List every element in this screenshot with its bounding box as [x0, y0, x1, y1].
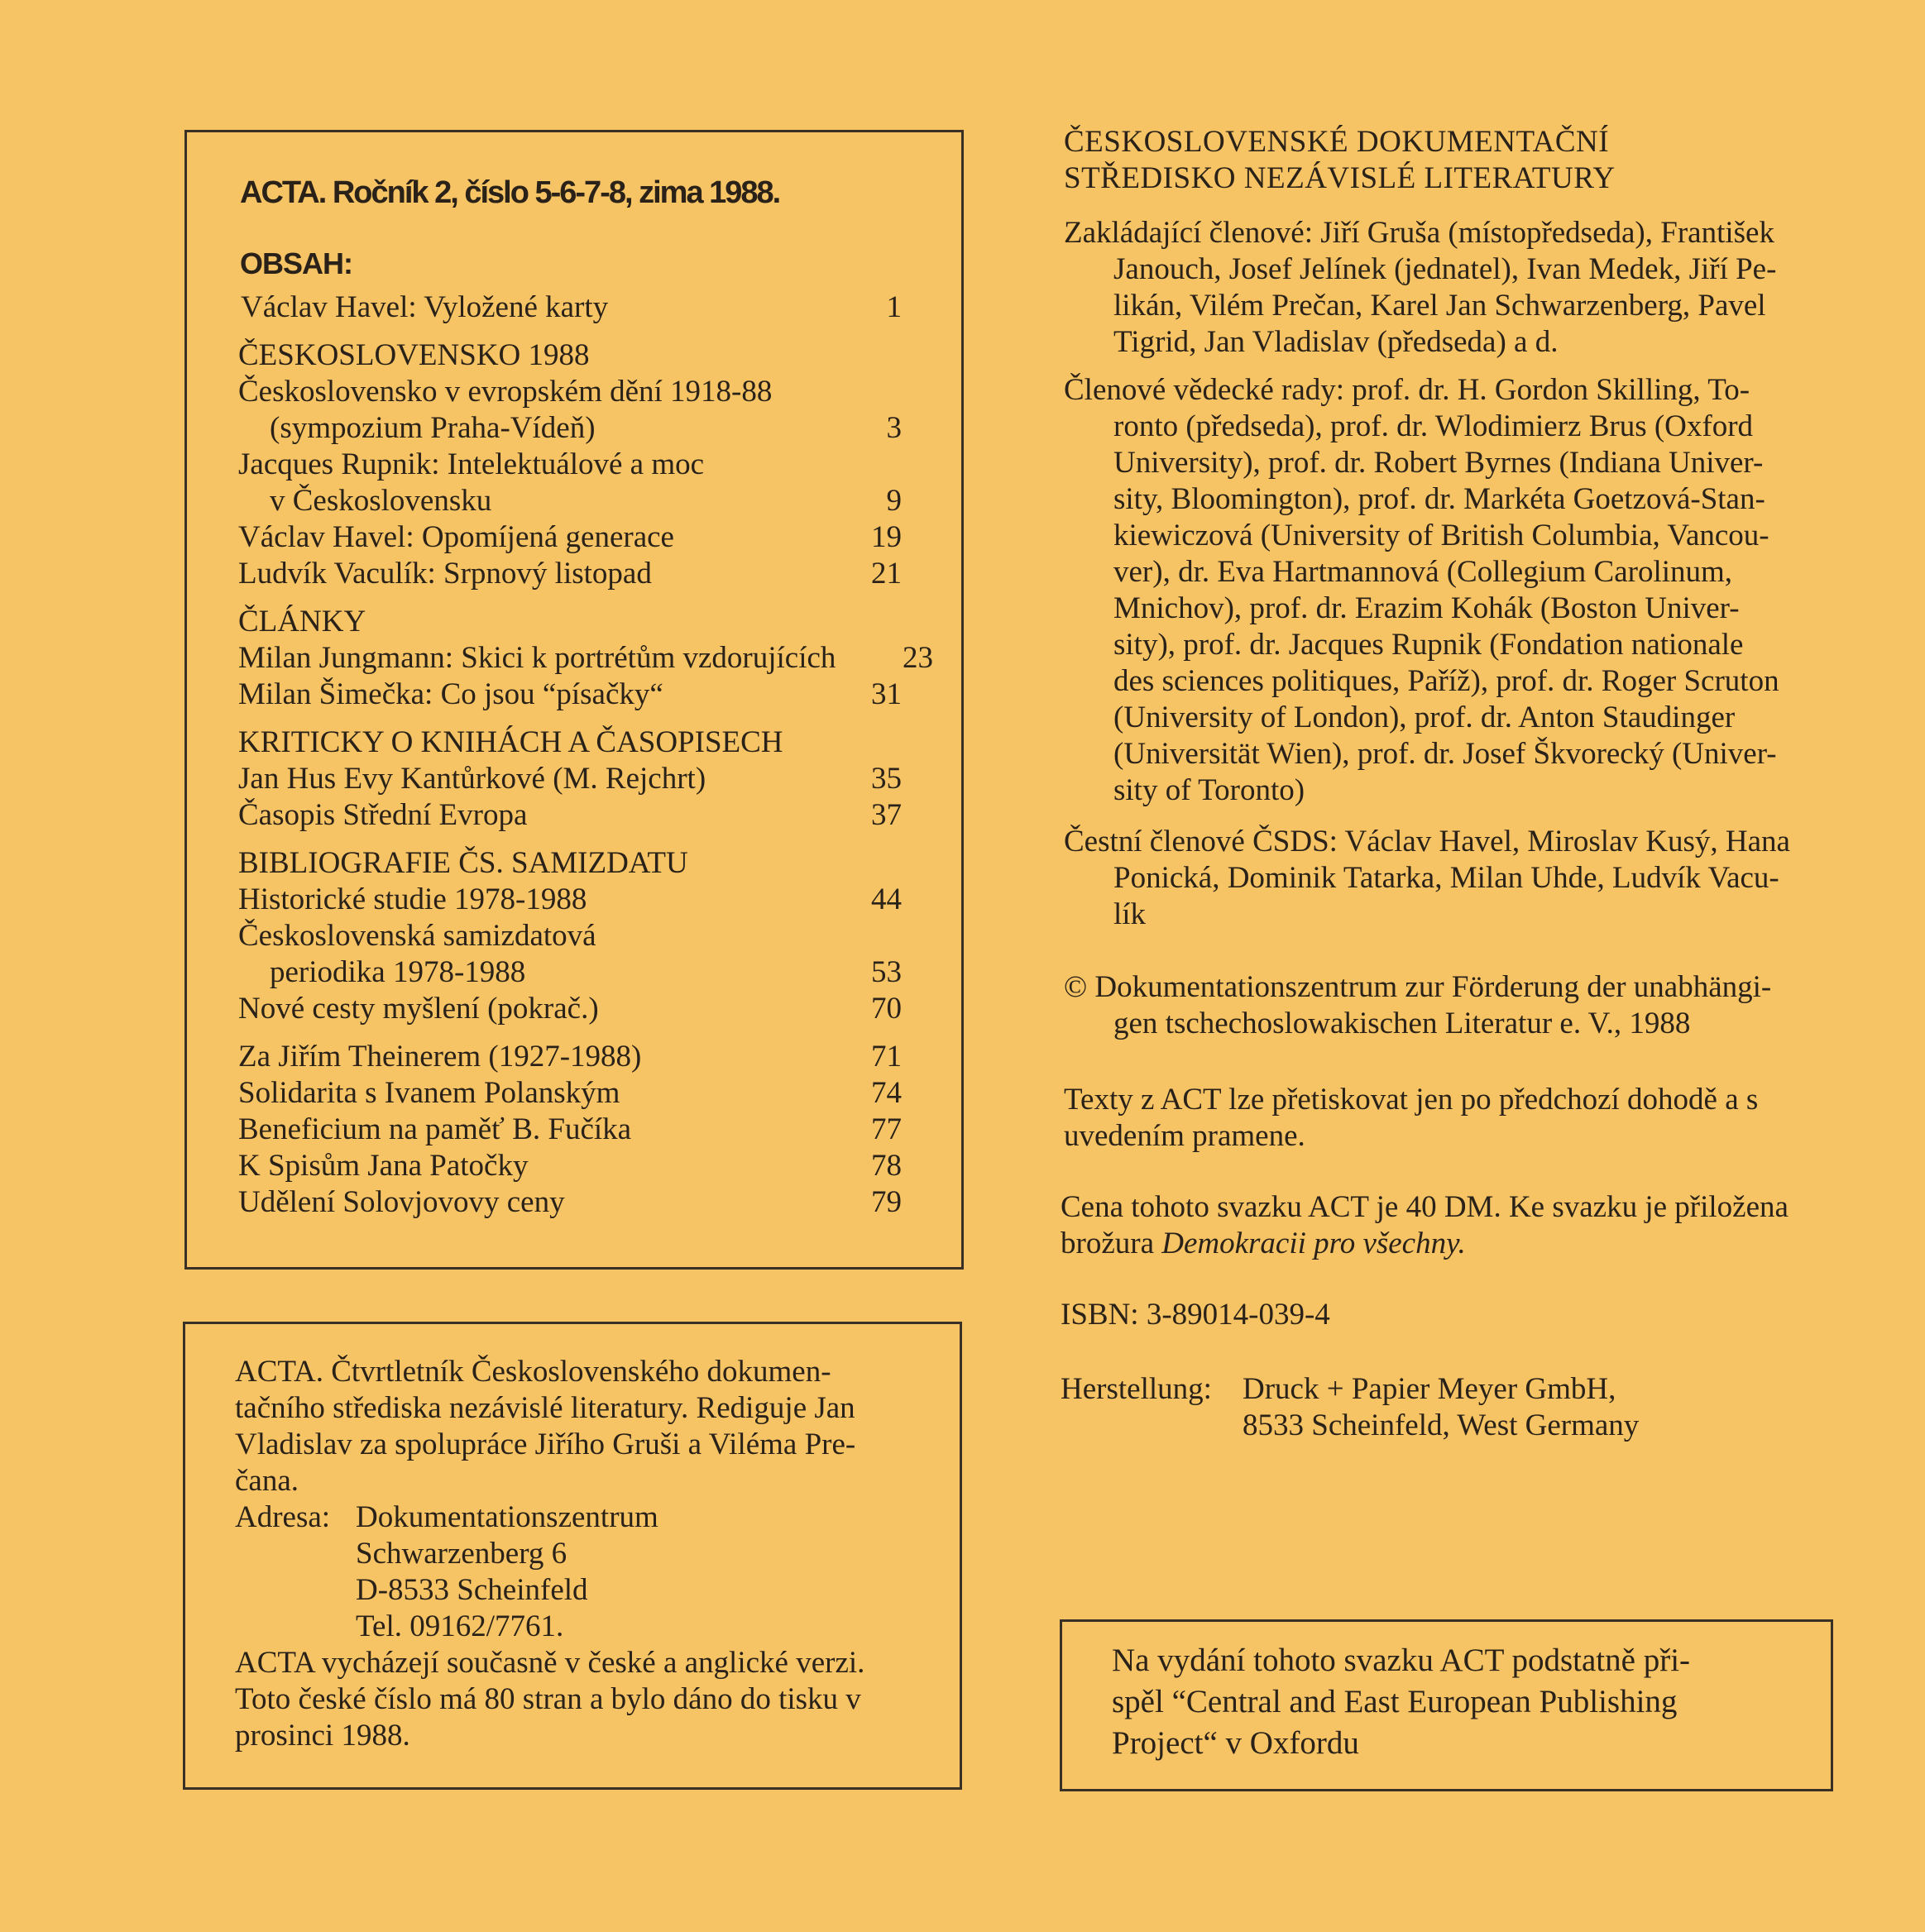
- support-line: Project“ v Oxfordu: [1112, 1725, 1359, 1761]
- copyright-line: gen tschechoslowakischen Literatur e. V., 1988: [1113, 1007, 1691, 1040]
- toc-row: [238, 882, 941, 918]
- toc-page: 53: [871, 955, 902, 989]
- toc-page: 74: [871, 1076, 902, 1110]
- toc-entry: ČESKOSLOVENSKO 1988: [238, 338, 590, 372]
- organization-title-line: STŘEDISKO NEZÁVISLÉ LITERATURY: [1064, 161, 1616, 195]
- toc-entry: Milan Jungmann: Skici k portrétům vzdorujících: [238, 641, 836, 675]
- acta-line: ACTA. Čtvrtletník Československého dokumen-: [235, 1355, 831, 1389]
- toc-entry: Václav Havel: Vyložené karty: [241, 290, 609, 324]
- toc-entry: (sympozium Praha-Vídeň): [270, 411, 596, 445]
- toc-section: [238, 845, 941, 882]
- contents-label: OBSAH:: [240, 246, 352, 280]
- toc-page: 44: [871, 882, 902, 916]
- copyright-line: © Dokumentationszentrum zur Förderung der unabhängi-: [1064, 970, 1772, 1004]
- founding-members: [1064, 215, 1858, 361]
- herstellung-label: Herstellung:: [1061, 1372, 1212, 1406]
- acta-line: Vladislav za spolupráce Jiřího Gruši a Viléma Pre-: [235, 1427, 856, 1461]
- toc-entry: BIBLIOGRAFIE ČS. SAMIZDATU: [238, 846, 688, 880]
- issue-heading: ACTA. Ročník 2, číslo 5-6-7-8, zima 1988.: [240, 175, 780, 210]
- toc-entry: Československá samizdatová: [238, 919, 596, 953]
- herstellung-line: 8533 Scheinfeld, West Germany: [1243, 1408, 1640, 1442]
- toc-entry: Václav Havel: Opomíjená generace: [238, 520, 674, 554]
- contents-list: [238, 289, 941, 1232]
- acta-info-box: [183, 1322, 962, 1790]
- board-line: sity), prof. dr. Jacques Rupnik (Fondation nationale: [1113, 628, 1744, 662]
- toc-page: 37: [871, 798, 902, 832]
- address-line: Dokumentationszentrum: [356, 1500, 658, 1534]
- price-prefix: brožura: [1061, 1227, 1162, 1260]
- organization-title: [1064, 124, 1616, 197]
- toc-page: 19: [871, 520, 902, 554]
- address-line: Schwarzenberg 6: [356, 1537, 567, 1571]
- toc-row: [238, 1075, 941, 1112]
- toc-page: 71: [871, 1040, 902, 1074]
- toc-page: 79: [871, 1185, 902, 1219]
- address-block: [356, 1499, 658, 1645]
- toc-row: [238, 640, 941, 677]
- board-line: University), prof. dr. Robert Byrnes (Indiana Univer-: [1113, 446, 1764, 480]
- reprint-line: Texty z ACT lze přetiskovat jen po předchozí dohodě a s: [1064, 1083, 1759, 1117]
- toc-row: [238, 761, 941, 797]
- toc-page: 77: [871, 1112, 902, 1146]
- support-line: spěl “Central and East European Publishing: [1112, 1684, 1678, 1719]
- toc-row: [238, 483, 941, 519]
- toc-entry: Jan Hus Evy Kantůrkové (M. Rejchrt): [238, 762, 706, 796]
- toc-row: [238, 374, 941, 410]
- toc-row: [238, 918, 941, 954]
- toc-row: [238, 1112, 941, 1148]
- toc-section: [238, 604, 941, 640]
- toc-row: [238, 677, 941, 713]
- toc-entry: Jacques Rupnik: Intelektuálové a moc: [238, 447, 705, 481]
- toc-page: 35: [871, 762, 902, 796]
- acta-footer: [235, 1645, 938, 1754]
- toc-row: [238, 1039, 941, 1075]
- toc-page: 23: [903, 641, 933, 675]
- price-line-2: [1061, 1226, 1855, 1262]
- acta-description: [235, 1354, 922, 1499]
- toc-row: [238, 991, 941, 1027]
- acta-footer-line: Toto české číslo má 80 stran a bylo dáno do tisku v: [235, 1682, 861, 1716]
- founders-line: Janouch, Josef Jelínek (jednatel), Ivan Medek, Jiří Pe-: [1113, 252, 1777, 286]
- support-line: Na vydání tohoto svazku ACT podstatně při-: [1112, 1643, 1691, 1678]
- toc-entry: Beneficium na paměť B. Fučíka: [238, 1112, 632, 1146]
- acta-footer-line: prosinci 1988.: [235, 1719, 410, 1753]
- honorary-line: Ponická, Dominik Tatarka, Milan Uhde, Ludvík Vacu-: [1113, 861, 1779, 895]
- price-notice: [1061, 1189, 1855, 1262]
- toc-page: 31: [871, 677, 902, 711]
- toc-page: 3: [886, 411, 902, 445]
- board-line: sity, Bloomington), prof. dr. Markéta Goetzová-Stan-: [1113, 482, 1765, 516]
- toc-entry: Udělení Solovjovovy ceny: [238, 1185, 565, 1219]
- toc-entry: Za Jiřím Theinerem (1927-1988): [238, 1040, 642, 1074]
- toc-entry: Solidarita s Ivanem Polanským: [238, 1076, 620, 1110]
- toc-entry: periodika 1978-1988: [270, 955, 526, 989]
- toc-entry: Časopis Střední Evropa: [238, 798, 528, 832]
- support-text: [1112, 1640, 1690, 1764]
- toc-row: [238, 1148, 941, 1184]
- founders-line: Tigrid, Jan Vladislav (předseda) a d.: [1113, 325, 1559, 359]
- isbn: ISBN: 3-89014-039-4: [1061, 1298, 1330, 1332]
- toc-row: [238, 556, 941, 592]
- toc-entry: Historické studie 1978-1988: [238, 882, 587, 916]
- honorary-members: [1064, 824, 1858, 933]
- board-line: kiewiczová (University of British Columbia, Vancou-: [1113, 519, 1769, 552]
- board-line: (University of London), prof. dr. Anton Staudinger: [1113, 701, 1736, 734]
- founders-line: Zakládající členové: Jiří Gruša (místopředseda), František: [1064, 216, 1774, 250]
- toc-row: [238, 447, 941, 483]
- board-line: ver), dr. Eva Hartmannová (Collegium Carolinum,: [1113, 555, 1733, 589]
- founders-line: likán, Vilém Prečan, Karel Jan Schwarzenberg, Pavel: [1113, 289, 1766, 323]
- address-line: D-8533 Scheinfeld: [356, 1573, 588, 1607]
- toc-page: 78: [871, 1149, 902, 1183]
- support-box: [1060, 1619, 1833, 1791]
- price-line: Cena tohoto svazku ACT je 40 DM. Ke svazku je přiložena: [1061, 1190, 1789, 1224]
- acta-line: čana.: [235, 1464, 299, 1498]
- board-line: Členové vědecké rady: prof. dr. H. Gordon Skilling, To-: [1064, 373, 1750, 407]
- toc-page: 21: [871, 557, 902, 591]
- toc-row: [238, 519, 941, 556]
- toc-entry: K Spisům Jana Patočky: [238, 1149, 529, 1183]
- toc-row: [238, 289, 941, 326]
- herstellung-line: Druck + Papier Meyer GmbH,: [1243, 1372, 1616, 1406]
- toc-page: 1: [886, 290, 902, 324]
- organization-title-line: ČESKOSLOVENSKÉ DOKUMENTAČNÍ: [1064, 125, 1610, 159]
- toc-page: 70: [871, 992, 902, 1026]
- toc-row: [238, 797, 941, 834]
- toc-section: [238, 337, 941, 374]
- board-line: (Universität Wien), prof. dr. Josef Škvorecký (Univer-: [1113, 737, 1777, 771]
- toc-entry: Ludvík Vaculík: Srpnový listopad: [238, 557, 652, 591]
- reprint-line: uvedením pramene.: [1064, 1119, 1305, 1153]
- brochure-title: Demokracii pro všechny.: [1161, 1227, 1466, 1260]
- toc-entry: KRITICKY O KNIHÁCH A ČASOPISECH: [238, 725, 783, 759]
- toc-entry: Nové cesty myšlení (pokrač.): [238, 992, 599, 1026]
- address-line: Tel. 09162/7761.: [356, 1609, 564, 1643]
- reprint-notice: [1064, 1082, 1858, 1155]
- board-line: sity of Toronto): [1113, 773, 1305, 807]
- board-line: ronto (předseda), prof. dr. Wlodimierz Brus (Oxford: [1113, 409, 1754, 443]
- acta-line: tačního střediska nezávislé literatury. Rediguje Jan: [235, 1391, 855, 1425]
- herstellung-block: [1243, 1371, 1639, 1444]
- toc-section: [238, 724, 941, 761]
- toc-entry: v Československu: [270, 484, 492, 518]
- acta-footer-line: ACTA vycházejí současně v české a anglické verzi.: [235, 1646, 865, 1680]
- toc-entry: Milan Šimečka: Co jsou “písačky“: [238, 677, 663, 711]
- toc-entry: ČLÁNKY: [238, 605, 366, 638]
- board-line: Mnichov), prof. dr. Erazim Kohák (Boston Univer-: [1113, 591, 1740, 625]
- toc-page: 9: [886, 484, 902, 518]
- honorary-line: lík: [1113, 897, 1147, 931]
- toc-row: [238, 410, 941, 447]
- toc-row: [238, 1184, 941, 1221]
- board-line: des sciences politiques, Paříž), prof. dr. Roger Scruton: [1113, 664, 1779, 698]
- address-label: Adresa:: [235, 1500, 331, 1534]
- toc-entry: Československo v evropském dění 1918-88: [238, 375, 773, 409]
- copyright-notice: [1064, 969, 1858, 1042]
- toc-row: [238, 954, 941, 991]
- honorary-line: Čestní členové ČSDS: Václav Havel, Miroslav Kusý, Hana: [1064, 825, 1790, 858]
- contents-box: [184, 130, 964, 1270]
- scientific-board: [1064, 372, 1858, 809]
